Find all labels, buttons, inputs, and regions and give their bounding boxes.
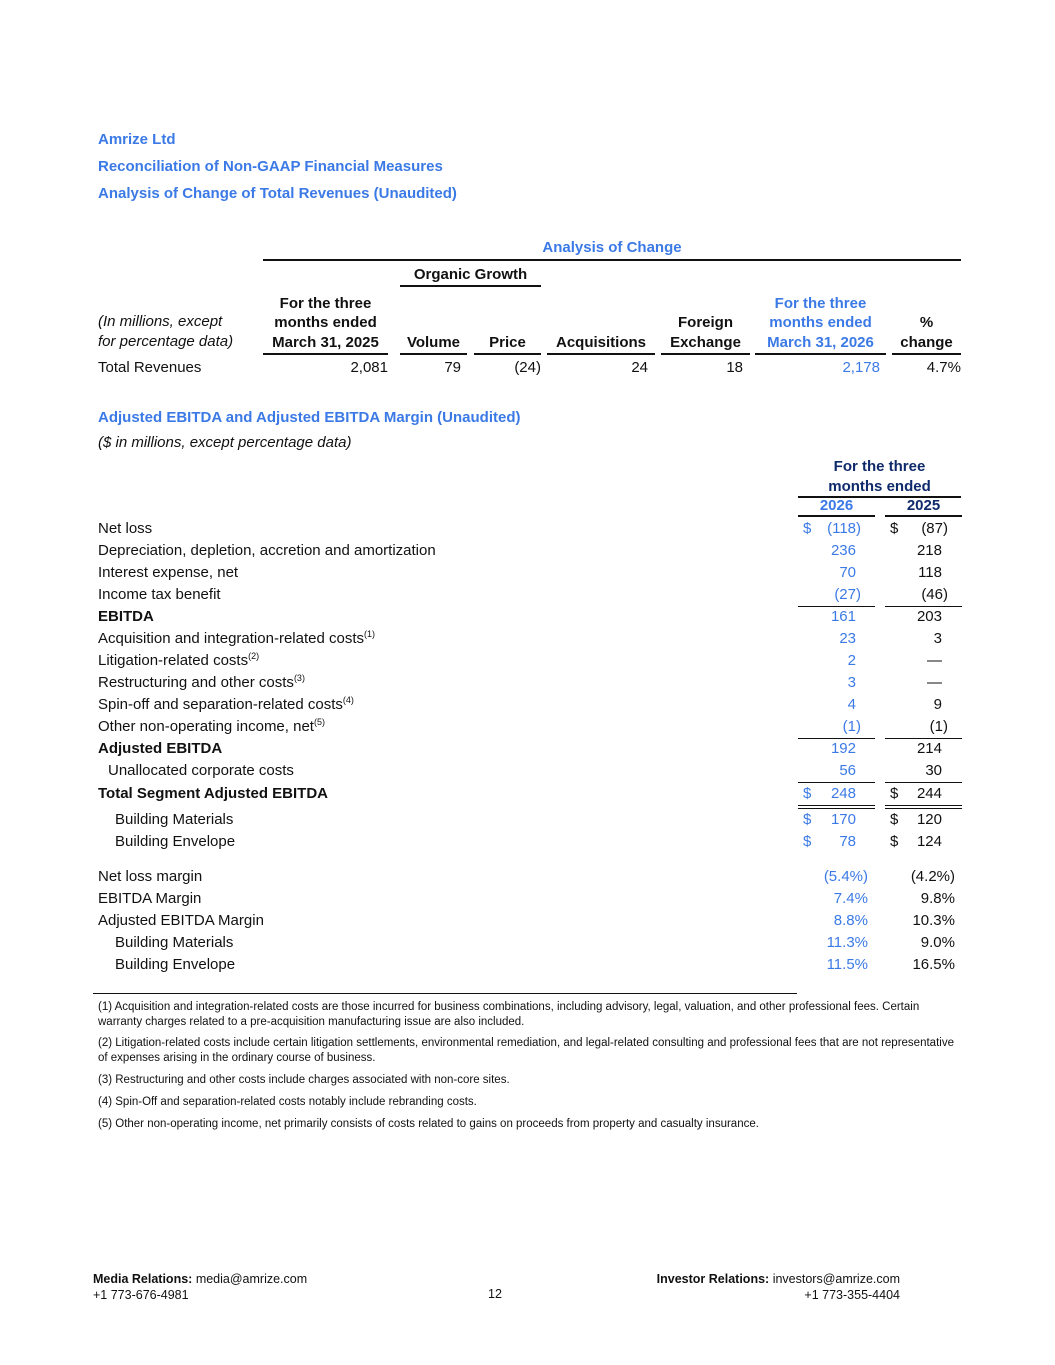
year-2025-header: 2025 (885, 497, 962, 517)
row-label (98, 542, 436, 560)
row-label-text: Other non-operating income, net (98, 718, 314, 735)
investor-phone: +1 773-355-4404 (804, 1287, 900, 1302)
col-header-2026 (755, 293, 886, 355)
ebitda-section-title: Adjusted EBITDA and Adjusted EBITDA Margin (Unaudited) (98, 409, 521, 426)
cell-value-2025 (885, 586, 962, 607)
margin-value-2026: (5.4%) (823, 868, 868, 885)
currency-symbol: $ (803, 811, 812, 828)
col-header-2025 (263, 293, 388, 355)
header-line: For the three (774, 294, 867, 312)
value: 248 (830, 785, 856, 802)
cell-value: 2,081 (350, 359, 388, 376)
value: 203 (916, 608, 942, 625)
footnote-divider (93, 993, 797, 994)
col-header-pct-change (892, 293, 961, 355)
row-label-text: Net loss (98, 520, 153, 537)
row-label-text: Litigation-related costs (98, 652, 249, 669)
cell-value-2026 (798, 785, 875, 809)
currency-symbol: $ (890, 833, 899, 850)
header-line: March 31, 2025 (272, 333, 379, 351)
media-relations-contact (93, 1272, 307, 1303)
header-line: months ended (274, 314, 377, 331)
value: (46) (921, 586, 948, 603)
row-label (98, 652, 259, 670)
margin-value-2026: 11.3% (826, 934, 868, 951)
value: 9 (933, 696, 942, 713)
header-line: For the three (279, 294, 372, 312)
ebitda-unit-note: ($ in millions, except percentage data) (98, 434, 352, 451)
value: 170 (830, 811, 856, 828)
value: 244 (916, 785, 942, 802)
cell-value-2026 (798, 586, 875, 607)
col-header-foreign-exchange (661, 293, 750, 355)
margin-value-2026: 7.4% (833, 890, 868, 907)
margin-value-2025: (4.2%) (910, 868, 955, 885)
analysis-of-change-title: Analysis of Change (542, 239, 682, 256)
row-label (98, 696, 354, 714)
row-label-text: Restructuring and other costs (98, 674, 294, 691)
footnote-reference: (4) (342, 695, 354, 705)
investor-relations-contact (657, 1272, 900, 1303)
row-label: Total Revenues (98, 359, 202, 376)
unit-note-line: for percentage data) (98, 332, 234, 350)
header-line: Volume (406, 333, 461, 351)
cell-value: 79 (444, 359, 461, 376)
row-label-text: Total Segment Adjusted EBITDA (98, 785, 329, 802)
col-header-volume (400, 293, 467, 355)
value: 3 (933, 630, 942, 647)
header-line: % (919, 314, 934, 331)
header-line: Exchange (670, 333, 741, 351)
margin-value-2026: 11.5% (826, 956, 868, 973)
company-name: Amrize Ltd (98, 131, 176, 148)
margin-value-2025: 9.0% (920, 934, 955, 951)
header-line: For the three (833, 458, 926, 475)
row-label (98, 608, 154, 626)
currency-symbol: $ (803, 833, 812, 850)
row-label (108, 762, 294, 780)
margin-value-2025: 16.5% (912, 956, 955, 973)
value: 192 (830, 740, 856, 757)
row-label (115, 833, 235, 851)
value: 118 (918, 564, 942, 581)
cell-value: 4.7% (926, 359, 961, 376)
header-line: months ended (828, 477, 931, 495)
cell-value-2025 (885, 762, 962, 783)
value: 4 (847, 696, 856, 713)
media-email[interactable]: media@amrize.com (195, 1272, 308, 1286)
header-line: Acquisitions (555, 333, 646, 351)
row-label-text: Adjusted EBITDA (98, 740, 223, 757)
cell-value: (24) (514, 359, 541, 376)
value: 120 (916, 811, 942, 828)
header-line: Price (489, 333, 526, 351)
value: 161 (830, 608, 856, 625)
value: (87) (921, 520, 948, 537)
table-rule (263, 259, 961, 261)
cell-value: 2,178 (842, 359, 880, 376)
row-label: Building Envelope (115, 956, 236, 973)
row-label: Building Materials (115, 934, 234, 951)
footnote-reference: (5) (313, 717, 325, 727)
row-label (98, 785, 328, 803)
organic-growth-header: Organic Growth (400, 266, 541, 287)
margin-value-2025: 10.3% (912, 912, 955, 929)
row-label: Net loss margin (98, 868, 203, 885)
footnote-1: (1) Acquisition and integration-related costs are those incurred for business combinations, including advisory, legal, valuation, and other professional fees. Certain warranty charges related to a pre-acquisition manufacturing issue are also included. (98, 1001, 920, 1028)
value: 218 (916, 542, 942, 559)
row-label-text: Interest expense, net (98, 564, 239, 581)
margin-value-2025: 9.8% (920, 890, 955, 907)
value: 2 (847, 652, 856, 669)
row-label-text: Building Envelope (115, 833, 236, 850)
investor-label: Investor Relations: (656, 1272, 770, 1286)
value: 78 (839, 833, 856, 850)
cell-value: 18 (726, 359, 743, 376)
value: (118) (827, 520, 861, 537)
value: 214 (916, 740, 942, 757)
investor-email[interactable]: investors@amrize.com (772, 1272, 900, 1286)
row-label-text: Acquisition and integration-related costs (98, 630, 364, 647)
footnote-reference: (2) (248, 651, 260, 661)
row-label: Adjusted EBITDA Margin (98, 912, 264, 929)
footnote-3: (3) Restructuring and other costs include charges associated with non-core sites. (98, 1074, 510, 1086)
col-header-price (474, 293, 541, 355)
currency-symbol: $ (803, 785, 812, 802)
cell-value: 24 (631, 359, 648, 376)
row-label (98, 630, 375, 648)
cell-value-2026 (798, 718, 875, 739)
header-line: change (900, 333, 953, 351)
row-label-text: Spin-off and separation-related costs (98, 696, 343, 713)
unit-note (98, 312, 233, 351)
row-label (98, 586, 221, 604)
currency-symbol: $ (890, 811, 899, 828)
row-label (98, 564, 238, 582)
row-label (98, 740, 222, 758)
footnote-reference: (3) (293, 673, 305, 683)
footnote-4: (4) Spin-Off and separation-related costs notably include rebranding costs. (98, 1096, 477, 1108)
report-title: Reconciliation of Non-GAAP Financial Measures (98, 158, 443, 175)
page-number: 12 (488, 1287, 502, 1301)
row-label (115, 811, 233, 829)
value: (27) (834, 586, 861, 603)
media-label: Media Relations: (93, 1272, 193, 1286)
footnote-5: (5) Other non-operating income, net primarily consists of costs related to gains on proceeds from property and casualty insurance. (98, 1118, 759, 1130)
currency-symbol: $ (890, 520, 899, 537)
cell-value-2026 (798, 762, 875, 783)
cell-value-2025 (885, 718, 962, 739)
year-2026-header: 2026 (798, 497, 875, 517)
value: 236 (830, 542, 856, 559)
header-line: Foreign (678, 314, 733, 331)
value: 3 (847, 674, 856, 691)
row-label-text: Unallocated corporate costs (108, 762, 294, 779)
currency-symbol: $ (803, 520, 812, 537)
row-label-text: Income tax benefit (98, 586, 221, 603)
margin-value-2026: 8.8% (833, 912, 868, 929)
row-label (98, 520, 152, 538)
row-label-text: Building Materials (115, 811, 234, 828)
value: 56 (839, 762, 856, 779)
value: 30 (925, 762, 942, 779)
unit-note-line: (In millions, except (98, 313, 223, 330)
media-phone: +1 773-676-4981 (93, 1287, 189, 1302)
period-header (798, 457, 961, 498)
row-label-text: EBITDA (98, 608, 154, 625)
value: 23 (839, 630, 856, 647)
value: (1) (842, 718, 861, 735)
report-subtitle: Analysis of Change of Total Revenues (Unaudited) (98, 185, 457, 202)
row-label (98, 674, 305, 692)
cell-value-2025 (885, 785, 962, 809)
footnote-2: (2) Litigation-related costs include certain litigation settlements, environmental remediation, and legal-related consulting and professional fees that are not representative of expenses arising in the ordinary course of business. (98, 1037, 954, 1064)
header-line: months ended (769, 314, 872, 331)
currency-symbol: $ (890, 785, 899, 802)
col-header-acquisitions (547, 293, 655, 355)
row-label (98, 718, 325, 736)
value: 124 (916, 833, 942, 850)
row-label-text: Depreciation, depletion, accretion and amortization (98, 542, 436, 559)
value: — (927, 652, 942, 669)
footnote-reference: (1) (364, 629, 375, 639)
value: (1) (929, 718, 948, 735)
header-line: March 31, 2026 (767, 333, 874, 351)
value: — (927, 674, 942, 691)
value: 70 (839, 564, 856, 581)
row-label: EBITDA Margin (98, 890, 202, 907)
